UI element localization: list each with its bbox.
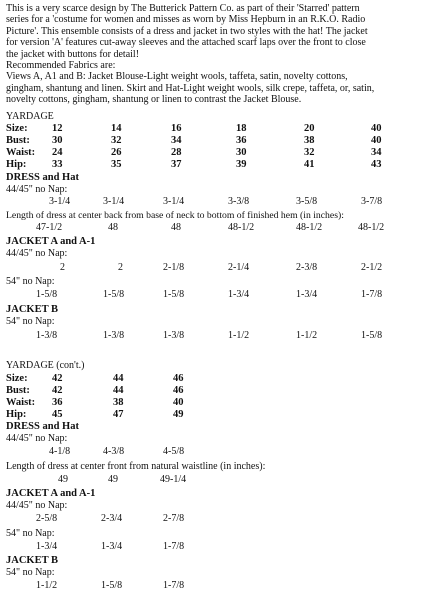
length-label: Length of dress at center back from base of neck to bottom of finished hem (in inches):	[6, 210, 344, 221]
yardage-value: 1-1/2	[296, 330, 318, 341]
nap-label: 44/45" no Nap:	[6, 184, 68, 195]
length-value: 48	[171, 222, 181, 233]
hip-value: 39	[236, 159, 247, 170]
nap-label: 44/45" no Nap:	[6, 500, 68, 511]
waist-label: Waist:	[6, 147, 36, 158]
hip-value: 41	[304, 159, 315, 170]
yardage-value: 1-5/8	[361, 330, 383, 341]
bust-value: 40	[371, 135, 382, 146]
intro-paragraph	[6, 3, 421, 106]
length-value: 48-1/2	[228, 222, 255, 233]
yardage-value: 1-5/8	[103, 289, 125, 300]
yardage-value: 1-5/8	[163, 289, 185, 300]
intro-line: the jacket with buttons for detail!	[6, 48, 140, 60]
length-value: 47-1/2	[36, 222, 63, 233]
waist-value: 24	[52, 147, 63, 158]
hip-value: 43	[371, 159, 382, 170]
hip-value: 49	[173, 409, 184, 420]
yardage-value: 4-5/8	[163, 446, 185, 457]
intro-line: This is a very scarce design by The Butterick Pattern Co. as part of their 'Starred' pattern	[6, 3, 360, 14]
size-value: 20	[304, 123, 315, 134]
hip-label: Hip:	[6, 409, 27, 420]
length-value: 48-1/2	[296, 222, 323, 233]
yardage-value: 3-7/8	[361, 196, 383, 207]
yardage-value: 2-1/2	[361, 262, 383, 273]
size-value: 40	[371, 123, 382, 134]
nap-label: 44/45" no Nap:	[6, 433, 68, 444]
hip-value: 37	[171, 159, 182, 170]
size-value: 42	[52, 373, 63, 384]
bust-label: Bust:	[6, 135, 30, 146]
yardage-value: 2-1/4	[228, 262, 250, 273]
bust-value: 32	[111, 135, 122, 146]
waist-value: 30	[236, 147, 247, 158]
yardage-value: 2-1/8	[163, 262, 185, 273]
yardage-value: 1-3/4	[36, 541, 58, 552]
waist-value: 28	[171, 147, 182, 158]
yardage-value: 3-1/4	[163, 196, 185, 207]
nap-label: 54" no Nap:	[6, 316, 55, 327]
size-value: 16	[171, 123, 182, 134]
yardage-value: 4-1/8	[49, 446, 71, 457]
intro-line: for version 'A' features cut-away sleeves and the attached scarf laps over the front to close	[6, 37, 366, 49]
length-label: Length of dress at center front from natural waistline (in inches):	[6, 461, 266, 472]
size-label: Size:	[6, 123, 28, 134]
intro-line: Views A, A1 and B: Jacket Blouse-Light weight wools, taffeta, satin, novelty cottons,	[6, 71, 348, 83]
waist-value: 40	[173, 397, 184, 408]
waist-value: 26	[111, 147, 122, 158]
waist-value: 34	[371, 147, 382, 158]
size-value: 44	[113, 373, 124, 384]
yardage-value: 1-7/8	[163, 580, 185, 591]
bust-value: 38	[304, 135, 315, 146]
intro-line: novelty cottons, gingham, shantung or linen to contrast the Jacket Blouse.	[6, 94, 302, 106]
bust-value: 42	[52, 385, 63, 396]
size-value: 46	[173, 373, 184, 384]
length-value: 48	[108, 222, 118, 233]
nap-label: 54" no Nap:	[6, 276, 55, 287]
bust-value: 44	[113, 385, 124, 396]
yardage-value: 1-7/8	[361, 289, 383, 300]
waist-value: 38	[113, 397, 124, 408]
hip-label: Hip:	[6, 159, 27, 170]
intro-line: gingham, shantung and linen. Skirt and Hat-Light weight wools, silk crepe, taffeta, or, satin,	[6, 82, 375, 94]
hip-value: 35	[111, 159, 122, 170]
yardage-value: 1-1/2	[36, 580, 58, 591]
intro-line: Picture'. This ensemble consists of a dress and jacket in two styles with the hat! The jacket	[6, 25, 368, 37]
waist-value: 36	[52, 397, 63, 408]
yardage-title: YARDAGE	[6, 111, 54, 122]
jacket-a-heading: JACKET A and A-1	[6, 236, 96, 247]
yardage-value: 4-3/8	[103, 446, 125, 457]
yardage-value: 1-3/8	[103, 330, 125, 341]
hip-value: 47	[113, 409, 124, 420]
yardage-value: 1-3/8	[36, 330, 58, 341]
waist-label: Waist:	[6, 397, 36, 408]
bust-value: 36	[236, 135, 247, 146]
dress-hat-heading: DRESS and Hat	[6, 421, 79, 432]
yardage-value: 2	[118, 262, 123, 273]
yardage-cont-title: YARDAGE (con't.)	[6, 360, 85, 371]
nap-label: 54" no Nap:	[6, 567, 55, 578]
yardage-value: 1-3/8	[163, 330, 185, 341]
size-value: 18	[236, 123, 247, 134]
yardage-value: 2-7/8	[163, 513, 185, 524]
length-value: 49-1/4	[160, 474, 187, 485]
nap-label: 44/45" no Nap:	[6, 248, 68, 259]
yardage-value: 3-3/8	[228, 196, 250, 207]
bust-value: 30	[52, 135, 63, 146]
yardage-value: 3-1/4	[103, 196, 125, 207]
yardage-value: 1-5/8	[101, 580, 123, 591]
jacket-b-heading: JACKET B	[6, 304, 59, 315]
yardage-value: 1-1/2	[228, 330, 250, 341]
length-value: 49	[58, 474, 68, 485]
bust-label: Bust:	[6, 385, 30, 396]
yardage-value: 2-3/4	[101, 513, 123, 524]
jacket-b-heading: JACKET B	[6, 555, 59, 566]
waist-value: 32	[304, 147, 315, 158]
size-label: Size:	[6, 373, 28, 384]
yardage-value: 1-3/4	[228, 289, 250, 300]
yardage-value: 2-5/8	[36, 513, 58, 524]
yardage-value: 1-3/4	[101, 541, 123, 552]
nap-label: 54" no Nap:	[6, 528, 55, 539]
length-value: 48-1/2	[358, 222, 385, 233]
yardage-value: 2	[60, 262, 65, 273]
size-value: 12	[52, 123, 63, 134]
hip-value: 33	[52, 159, 63, 170]
yardage-value: 1-5/8	[36, 289, 58, 300]
dress-hat-heading: DRESS and Hat	[6, 172, 79, 183]
size-value: 14	[111, 123, 122, 134]
yardage-value: 1-7/8	[163, 541, 185, 552]
intro-line: series for a 'costume for women and misses as worn by Miss Hepburn in an R.K.O. Radio	[6, 14, 366, 26]
yardage-value: 3-5/8	[296, 196, 318, 207]
yardage-value: 1-3/4	[296, 289, 318, 300]
jacket-a-heading: JACKET A and A-1	[6, 488, 96, 499]
yardage-value: 3-1/4	[49, 196, 71, 207]
length-value: 49	[108, 474, 118, 485]
bust-value: 34	[171, 135, 182, 146]
intro-line: Recommended Fabrics are:	[6, 60, 116, 72]
bust-value: 46	[173, 385, 184, 396]
hip-value: 45	[52, 409, 63, 420]
yardage-value: 2-3/8	[296, 262, 318, 273]
